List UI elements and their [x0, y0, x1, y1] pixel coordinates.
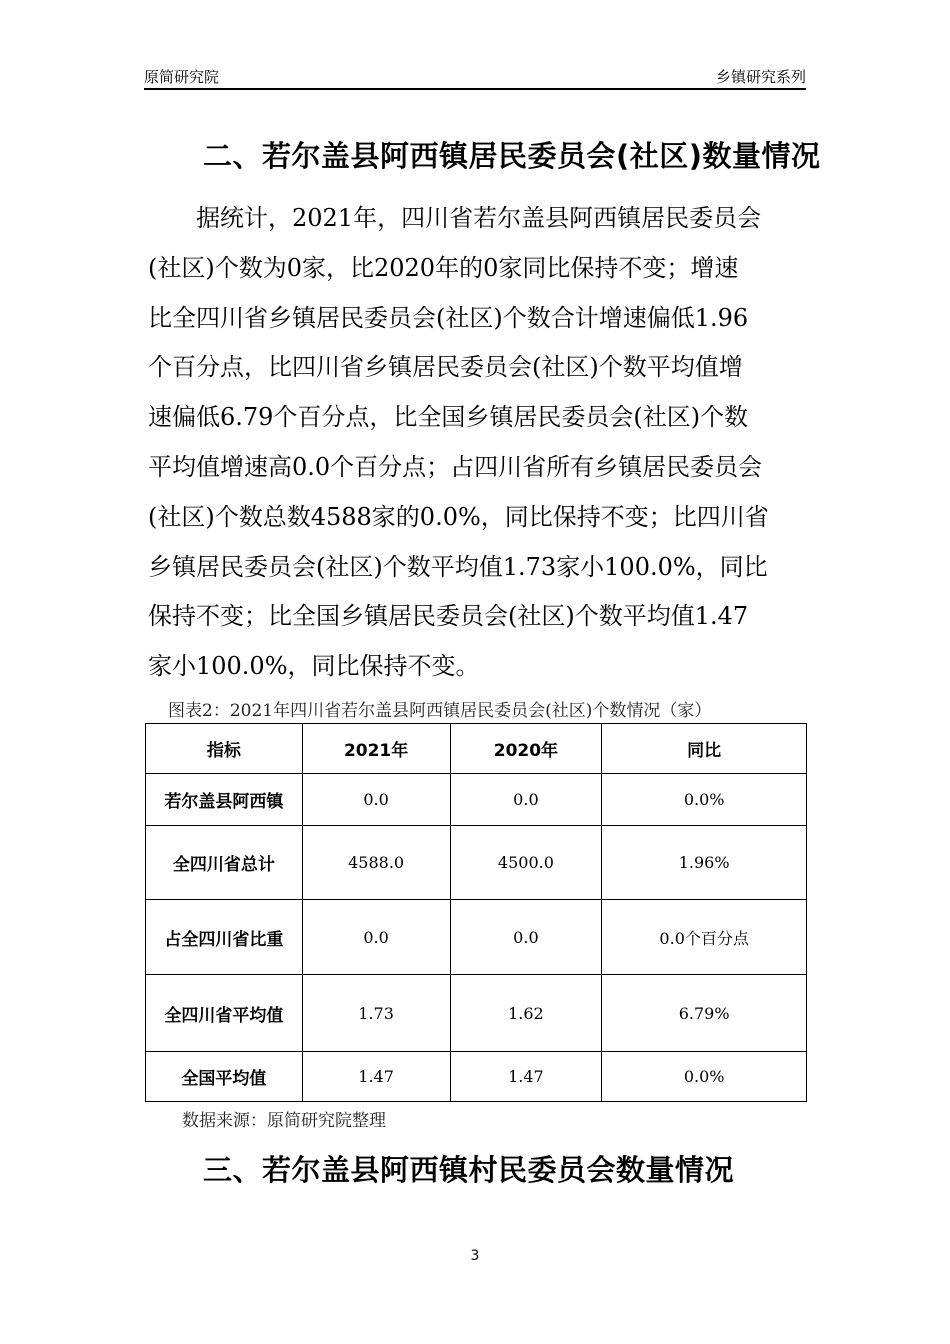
table-row	[146, 826, 807, 900]
paragraph-line: 平均值增速高0.0个百分点；占四川省所有乡镇居民委员会	[148, 452, 763, 481]
paragraph-line: 个百分点，比四川省乡镇居民委员会(社区)个数平均值增	[148, 353, 743, 382]
header-rule	[144, 88, 806, 90]
row-label-cell: 全四川省平均值	[146, 975, 303, 1052]
value-cell: 0.0	[302, 774, 450, 826]
value-cell: 1.96%	[602, 826, 807, 900]
value-cell: 4500.0	[450, 826, 602, 900]
paragraph-line: 比全四川省乡镇居民委员会(社区)个数合计增速偏低1.96	[148, 303, 749, 332]
value-cell: 6.79%	[602, 975, 807, 1052]
row-label-cell: 全国平均值	[146, 1052, 303, 1102]
paragraph-line: 保持不变；比全国乡镇居民委员会(社区)个数平均值1.47	[148, 602, 749, 631]
table-row	[146, 975, 807, 1052]
table-header-row	[146, 724, 807, 774]
value-cell: 0.0%	[602, 1052, 807, 1102]
row-label-cell: 若尔盖县阿西镇	[146, 774, 303, 826]
value-cell: 4588.0	[302, 826, 450, 900]
value-cell: 0.0	[450, 900, 602, 975]
section-2-title: 二、若尔盖县阿西镇居民委员会(社区)数量情况	[203, 139, 821, 173]
value-cell: 1.47	[302, 1052, 450, 1102]
value-cell: 1.73	[302, 975, 450, 1052]
value-cell: 0.0	[450, 774, 602, 826]
table-row	[146, 900, 807, 975]
paragraph-line: (社区)个数总数4588家的0.0%，同比保持不变；比四川省	[148, 502, 769, 531]
value-cell: 1.47	[450, 1052, 602, 1102]
row-label-cell: 占全四川省比重	[146, 900, 303, 975]
table-caption: 图表2：2021年四川省若尔盖县阿西镇居民委员会(社区)个数情况（家）	[168, 701, 712, 721]
paragraph-line: 乡镇居民委员会(社区)个数平均值1.73家小100.0%，同比	[148, 552, 768, 581]
value-cell: 0.0	[302, 900, 450, 975]
header-right: 乡镇研究系列	[715, 68, 806, 86]
paragraph-line: 家小100.0%，同比保持不变。	[148, 652, 480, 681]
paragraph-line: 速偏低6.79个百分点，比全国乡镇居民委员会(社区)个数	[148, 403, 749, 432]
row-label-cell: 全四川省总计	[146, 826, 303, 900]
header-cell: 2020年	[450, 724, 602, 774]
data-source: 数据来源：原简研究院整理	[182, 1111, 386, 1131]
value-cell: 0.0个百分点	[602, 900, 807, 975]
paragraph-line: (社区)个数为0家，比2020年的0家同比保持不变；增速	[148, 253, 739, 282]
header-left: 原简研究院	[144, 68, 220, 86]
header-cell: 指标	[146, 724, 303, 774]
paragraph-line: 据统计，2021年，四川省若尔盖县阿西镇居民委员会	[148, 204, 762, 232]
page-number: 3	[470, 1248, 480, 1264]
table-row	[146, 774, 807, 826]
section-3-title: 三、若尔盖县阿西镇村民委员会数量情况	[203, 1153, 735, 1187]
table-row	[146, 1052, 807, 1102]
header-cell: 同比	[602, 724, 807, 774]
data-table	[145, 723, 807, 1102]
header-cell: 2021年	[302, 724, 450, 774]
body-paragraph	[148, 194, 810, 692]
value-cell: 1.62	[450, 975, 602, 1052]
value-cell: 0.0%	[602, 774, 807, 826]
